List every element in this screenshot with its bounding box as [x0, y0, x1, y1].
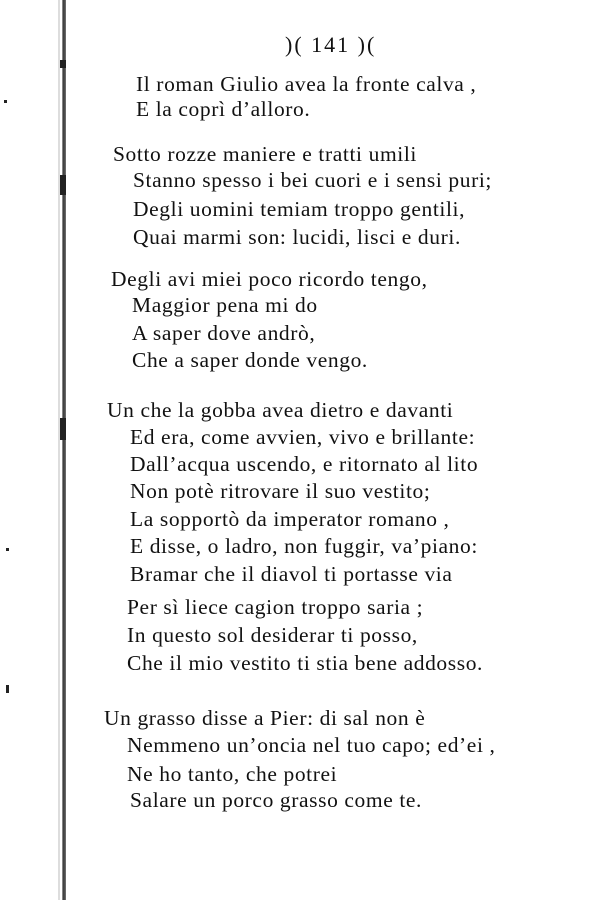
- verse-line: Degli avi miei poco ricordo tengo,: [111, 267, 428, 291]
- page-number: )( 141 )(: [285, 32, 377, 57]
- verse-line: In questo sol desiderar ti posso,: [127, 623, 418, 647]
- verse-line: E disse, o ladro, non fuggir, va’piano:: [130, 534, 478, 558]
- verse-line: Salare un porco grasso come te.: [130, 788, 423, 812]
- verse-line: Un grasso disse a Pier: di sal non è: [104, 706, 426, 730]
- verse-line: Non potè ritrovare il suo vestito;: [130, 479, 431, 503]
- verse-line: Sotto rozze maniere e tratti umili: [113, 142, 417, 166]
- scan-speck: [60, 60, 66, 68]
- verse-line: Il roman Giulio avea la fronte calva ,: [136, 72, 477, 96]
- verse-line: Degli uomini temiam troppo gentili,: [133, 197, 466, 221]
- verse-line: Stanno spesso i bei cuori e i sensi puri;: [133, 168, 493, 192]
- verse-line: Ed era, come avvien, vivo e brillante:: [130, 425, 476, 449]
- verse-line: Quai marmi son: lucidi, lisci e duri.: [133, 225, 461, 249]
- verse-line: Maggior pena mi do: [132, 293, 318, 317]
- verse-line: Ne ho tanto, che potrei: [127, 762, 338, 786]
- verse-line: Bramar che il diavol ti portasse via: [130, 562, 453, 586]
- verse-line: Che il mio vestito ti stia bene addosso.: [127, 651, 484, 675]
- verse-line: Per sì liece cagion troppo saria ;: [127, 595, 424, 619]
- verse-line: A saper dove andrò,: [132, 321, 316, 345]
- scan-speck: [60, 175, 66, 195]
- book-binding: [62, 0, 66, 900]
- verse-line: Che a saper donde vengo.: [132, 348, 368, 372]
- verse-line: Dall’acqua uscendo, e ritornato al lito: [130, 452, 479, 476]
- verse-line: Nemmeno un’oncia nel tuo capo; ed’ei ,: [127, 733, 496, 757]
- scan-speck: [6, 685, 9, 693]
- page-edge-shadow: [58, 0, 60, 900]
- verse-line: Un che la gobba avea dietro e davanti: [107, 398, 454, 422]
- scan-speck: [6, 548, 9, 551]
- scan-speck: [4, 100, 7, 103]
- scan-speck: [60, 418, 66, 440]
- verse-line: E la coprì d’alloro.: [136, 97, 311, 121]
- verse-line: La sopportò da imperator romano ,: [130, 507, 450, 531]
